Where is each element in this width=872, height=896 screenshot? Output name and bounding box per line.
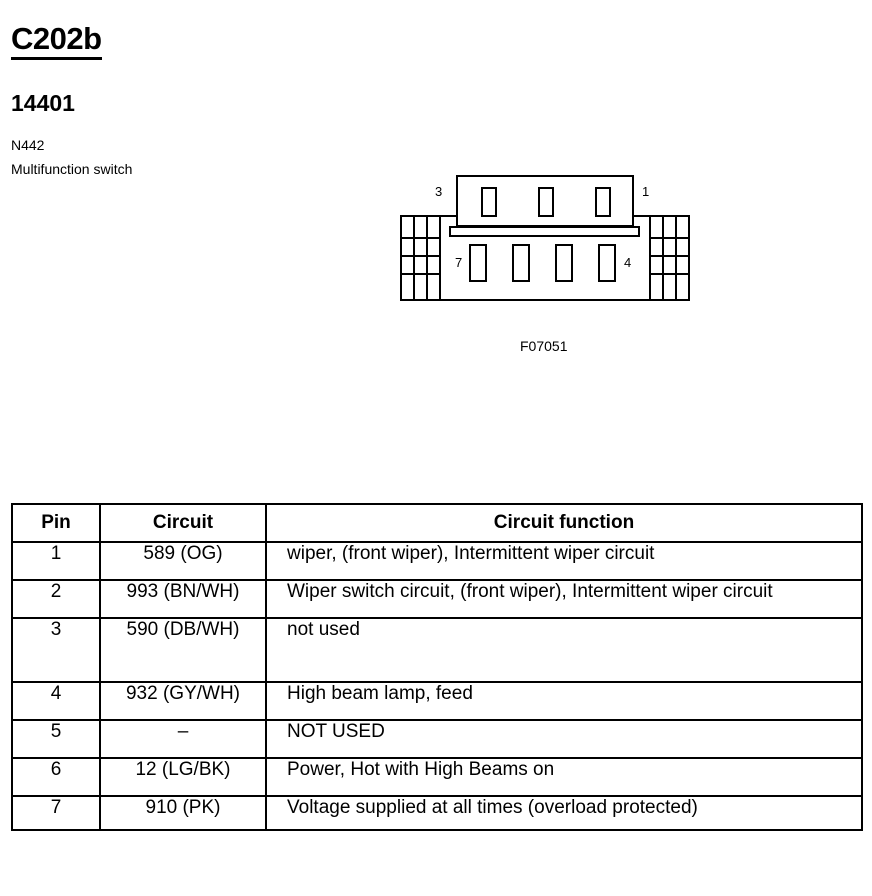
part-number: 14401 [11,90,75,116]
cell-circuit: 12 (LG/BK) [100,758,266,796]
cell-circuit: – [100,720,266,758]
connector-id: C202b [11,22,102,60]
terminal-4 [599,245,615,281]
cell-circuit: 589 (OG) [100,542,266,580]
cell-circuit: 590 (DB/WH) [100,618,266,682]
table-row [12,796,862,830]
connector-diagram [390,170,700,310]
cell-function: not used [266,618,862,682]
table-row [12,618,862,682]
pin-label-7: 7 [455,255,463,270]
cell-pin: 3 [12,618,100,682]
cell-function: Wiper switch circuit, (front wiper), Intermittent wiper circuit [266,580,862,618]
pin-label-4: 4 [624,255,632,270]
component-name: Multifunction switch [11,161,133,177]
cell-pin: 6 [12,758,100,796]
cell-circuit: 910 (PK) [100,796,266,830]
cell-circuit: 932 (GY/WH) [100,682,266,720]
cell-function: NOT USED [266,720,862,758]
cell-pin: 5 [12,720,100,758]
table-row [12,682,862,720]
cell-function: Power, Hot with High Beams on [266,758,862,796]
table-row [12,580,862,618]
table-row [12,720,862,758]
cell-pin: 1 [12,542,100,580]
cell-pin: 2 [12,580,100,618]
cell-pin: 7 [12,796,100,830]
terminal-7 [470,245,486,281]
cell-pin: 4 [12,682,100,720]
reference-code: N442 [11,137,45,153]
cell-circuit: 993 (BN/WH) [100,580,266,618]
terminal-6 [513,245,529,281]
header-pin: Pin [12,504,100,542]
pin-table [11,503,863,831]
header-circuit: Circuit [100,504,266,542]
terminal-5 [556,245,572,281]
cell-function: High beam lamp, feed [266,682,862,720]
table-header-row [12,504,862,542]
cell-function: wiper, (front wiper), Intermittent wiper circuit [266,542,862,580]
figure-id: F07051 [520,338,568,354]
pin-label-3: 3 [435,184,443,199]
header-circuit-function: Circuit function [266,504,862,542]
table-row [12,542,862,580]
pin-label-1: 1 [642,184,650,199]
table-row [12,758,862,796]
cell-function: Voltage supplied at all times (overload protected) [266,796,862,830]
